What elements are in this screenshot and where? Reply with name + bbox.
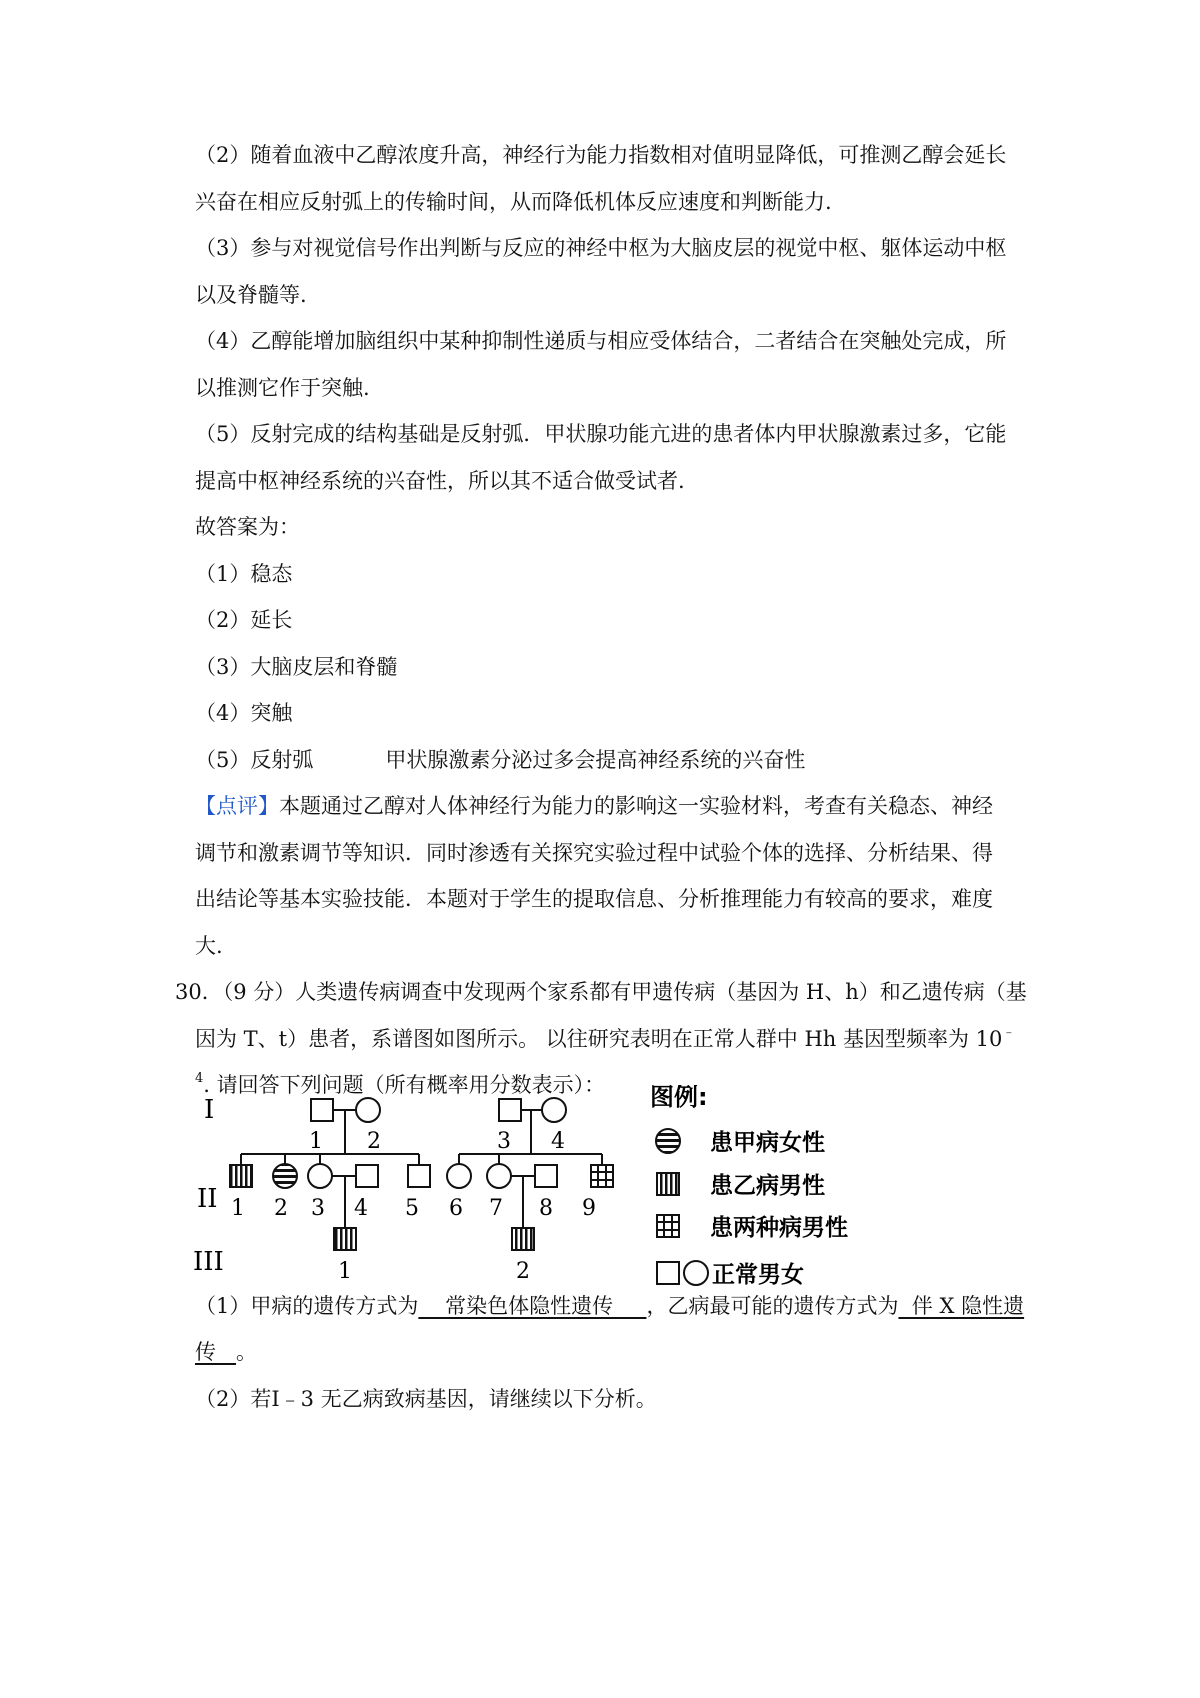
female-II-2-disease-a-symbol bbox=[273, 1164, 297, 1188]
answer-5-right: 甲状腺激素分泌过多会提高神经系统的兴奋性 bbox=[385, 748, 806, 772]
label-II-5: 5 bbox=[405, 1196, 419, 1221]
answer-paragraph-4-line2: 以推测它作于突触. bbox=[195, 376, 370, 400]
male-II-9-both-diseases-symbol bbox=[591, 1165, 613, 1187]
answer-paragraph-2-line1: （2）随着血液中乙醇浓度升高，神经行为能力指数相对值明显降低，可推测乙醇会延长 bbox=[195, 143, 1007, 167]
sub-question-1-line1 bbox=[195, 1291, 1024, 1321]
answer-2: （2）延长 bbox=[195, 608, 293, 632]
legend-both-diseases-male-icon bbox=[657, 1215, 679, 1237]
female-I-4-symbol bbox=[542, 1098, 566, 1122]
label-II-3: 3 bbox=[311, 1196, 325, 1221]
legend-title: 图例: bbox=[650, 1085, 708, 1111]
sub-question-2: （2）若Ⅰ﹣3 无乙病致病基因，请继续以下分析。 bbox=[195, 1387, 657, 1411]
answer-intro: 故答案为： bbox=[195, 515, 300, 539]
comment-line4: 大. bbox=[195, 934, 223, 958]
label-I-4: 4 bbox=[551, 1129, 565, 1154]
comment-line2: 调节和激素调节等知识．同时渗透有关探究实验过程中试验个体的选择、分析结果、得 bbox=[195, 841, 993, 865]
pedigree-figure bbox=[190, 1085, 950, 1410]
male-III-1-disease-b-symbol bbox=[334, 1228, 356, 1250]
sub1-prefix: （1）甲病的遗传方式为 bbox=[195, 1294, 419, 1318]
legend-disease-a-female-icon bbox=[656, 1129, 680, 1153]
label-II-2: 2 bbox=[274, 1196, 288, 1221]
answer-paragraph-2-line2: 兴奋在相应反射弧上的传输时间，从而降低机体反应速度和判断能力. bbox=[195, 190, 832, 214]
label-II-1: 1 bbox=[231, 1196, 245, 1221]
sub1-suffix: 。 bbox=[236, 1340, 258, 1364]
male-II-5-symbol bbox=[408, 1165, 430, 1187]
label-III-1: 1 bbox=[338, 1259, 352, 1284]
legend-disease-a-female: 患甲病女性 bbox=[710, 1130, 825, 1156]
answer-paragraph-5-line1: （5）反射完成的结构基础是反射弧．甲状腺功能亢进的患者体内甲状腺激素过多，它能 bbox=[195, 422, 1007, 446]
question-30-line3-text: . 请回答下列问题（所有概率用分数表示）： bbox=[203, 1073, 606, 1097]
sub-question-1-line2 bbox=[195, 1337, 257, 1367]
male-III-2-disease-b-symbol bbox=[512, 1228, 534, 1250]
label-II-6: 6 bbox=[449, 1196, 463, 1221]
male-II-4-symbol bbox=[356, 1165, 378, 1187]
answer-blank-disease-b-cont: 传 bbox=[195, 1340, 237, 1364]
female-I-2-symbol bbox=[356, 1098, 380, 1122]
female-II-7-symbol bbox=[487, 1164, 511, 1188]
female-II-6-symbol bbox=[447, 1164, 471, 1188]
question-30-line2 bbox=[195, 1024, 1015, 1058]
generation-label-I: I bbox=[204, 1095, 215, 1125]
label-I-2: 2 bbox=[367, 1129, 381, 1154]
label-I-3: 3 bbox=[497, 1129, 511, 1154]
male-I-3-symbol bbox=[499, 1099, 521, 1121]
answer-blank-disease-a: 常染色体隐性遗传 bbox=[418, 1294, 647, 1318]
male-II-1-disease-b-symbol bbox=[230, 1165, 252, 1187]
male-I-1-symbol bbox=[311, 1099, 333, 1121]
legend-disease-b-male-icon bbox=[657, 1173, 679, 1195]
legend-normal: 正常男女 bbox=[712, 1262, 804, 1288]
question-30-line2-text: 因为 T、t）患者，系谱图如图所示。 以往研究表明在正常人群中 Hh 基因型频率为 10 bbox=[195, 1027, 1003, 1051]
exponent-minus: ﹣ bbox=[1002, 1025, 1016, 1040]
answer-paragraph-4-line1: （4）乙醇能增加脑组织中某种抑制性递质与相应受体结合，二者结合在突触处完成，所 bbox=[195, 329, 1007, 353]
comment-tag: 【点评】 bbox=[195, 794, 279, 818]
label-II-8: 8 bbox=[539, 1196, 553, 1221]
answer-paragraph-5-line2: 提高中枢神经系统的兴奋性，所以其不适合做受试者. bbox=[195, 469, 685, 493]
label-II-9: 9 bbox=[582, 1196, 596, 1221]
answer-3: （3）大脑皮层和脊髓 bbox=[195, 655, 398, 679]
answer-5-left: （5）反射弧 bbox=[195, 748, 314, 772]
comment-text-1: 本题通过乙醇对人体神经行为能力的影响这一实验材料，考查有关稳态、神经 bbox=[279, 794, 993, 818]
label-II-7: 7 bbox=[489, 1196, 503, 1221]
generation-label-III: III bbox=[193, 1247, 224, 1277]
label-III-2: 2 bbox=[516, 1259, 530, 1284]
comment-line3: 出结论等基本实验技能．本题对于学生的提取信息、分析推理能力有较高的要求，难度 bbox=[195, 887, 993, 911]
legend-disease-b-male: 患乙病男性 bbox=[710, 1173, 825, 1199]
label-II-4: 4 bbox=[354, 1196, 368, 1221]
label-I-1: 1 bbox=[309, 1129, 323, 1154]
answer-paragraph-3-line1: （3）参与对视觉信号作出判断与反应的神经中枢为大脑皮层的视觉中枢、躯体运动中枢 bbox=[195, 236, 1007, 260]
answer-5 bbox=[195, 745, 805, 775]
legend-both-diseases-male: 患两种病男性 bbox=[710, 1215, 848, 1241]
answer-blank-disease-b: 伴 X 隐性遗 bbox=[898, 1294, 1025, 1318]
answer-1: （1）稳态 bbox=[195, 562, 293, 586]
generation-label-II: II bbox=[197, 1184, 218, 1214]
exponent-4: 4 bbox=[195, 1071, 204, 1086]
sub1-middle: ，乙病最可能的遗传方式为 bbox=[646, 1294, 899, 1318]
legend-normal-male-icon bbox=[657, 1262, 679, 1284]
male-II-8-symbol bbox=[535, 1165, 557, 1187]
answer-4: （4）突触 bbox=[195, 701, 293, 725]
answer-paragraph-3-line2: 以及脊髓等. bbox=[195, 283, 307, 307]
legend-normal-female-icon bbox=[684, 1261, 708, 1285]
female-II-3-symbol bbox=[308, 1164, 332, 1188]
comment-line1 bbox=[195, 791, 993, 821]
question-30-line1: 30．（9 分）人类遗传病调查中发现两个家系都有甲遗传病（基因为 H、h）和乙遗传病（基 bbox=[175, 980, 1027, 1004]
